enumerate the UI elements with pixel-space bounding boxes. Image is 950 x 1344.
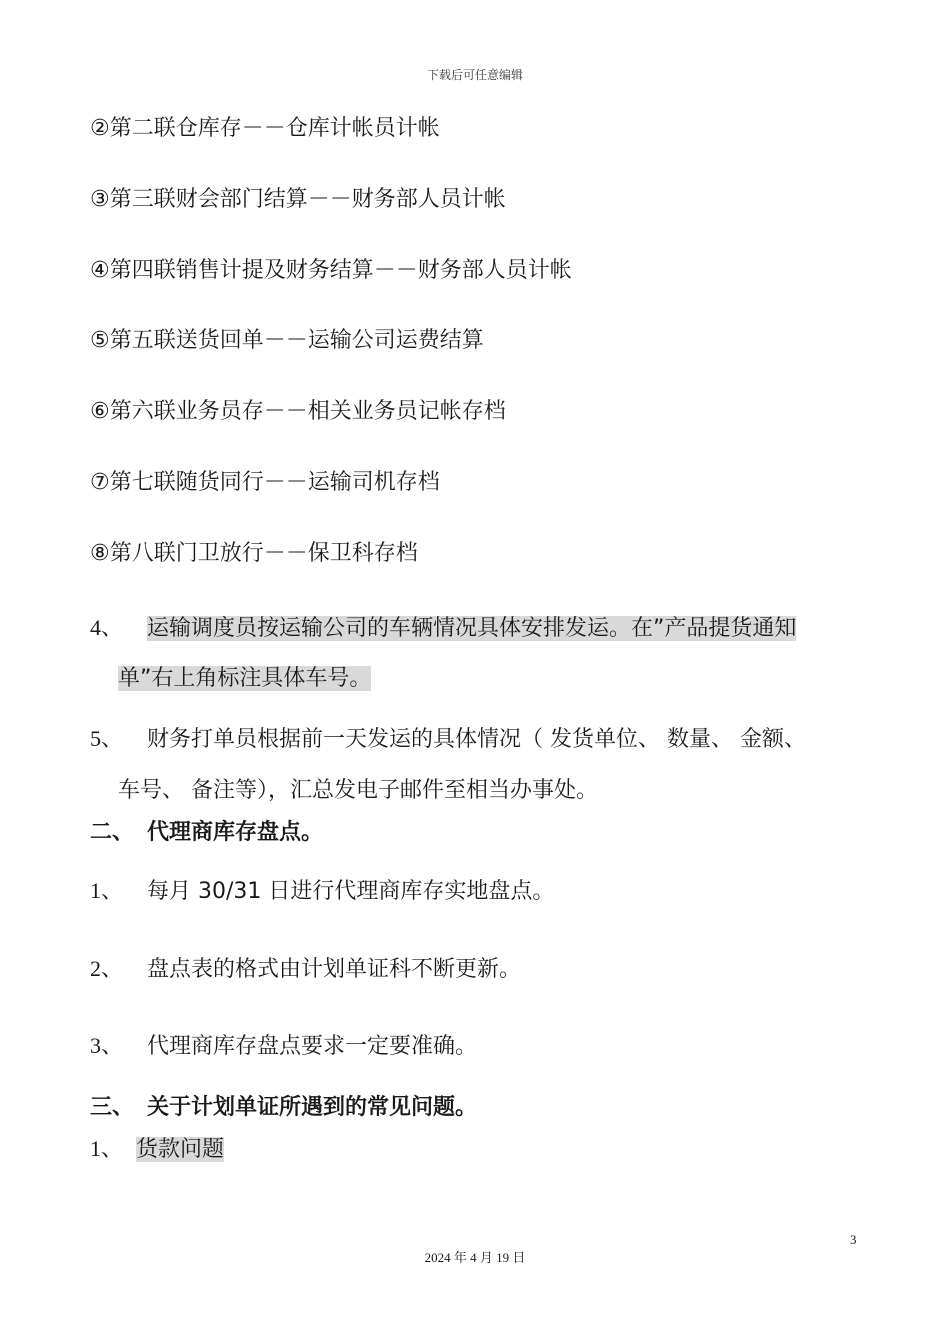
- section-2-item-3-text: 代理商库存盘点要求一定要准确。: [147, 1034, 478, 1059]
- section-2-item-2-number: 2、: [90, 956, 124, 981]
- item-5-text-line2: 车号、 备注等），汇总发电子邮件至相当办事处。: [118, 778, 598, 803]
- page-number: 3: [850, 1232, 857, 1247]
- section-2-item-2: [90, 954, 521, 985]
- item-5-text-line1: 财务打单员根据前一天发运的具体情况（ 发货单位、 数量、 金额、: [147, 727, 806, 752]
- section-3-item-1-text: 货款问题: [136, 1137, 225, 1162]
- section-2-item-2-text: 盘点表的格式由计划单证科不断更新。: [147, 957, 522, 982]
- page-header-note: 下载后可任意编辑: [426, 68, 523, 82]
- item-5: [90, 724, 806, 755]
- section-3-item-1: [90, 1134, 224, 1165]
- copy-line-3: ③第三联财会部门结算－－财务部人员计帐: [90, 187, 506, 212]
- copy-line-8: ⑧第八联门卫放行－－保卫科存档: [90, 541, 418, 566]
- section-3-title: 关于计划单证所遇到的常见问题。: [147, 1095, 478, 1120]
- item-4-text-line2: 单”右上角标注具体车号。: [118, 666, 372, 691]
- copy-line-6: ⑥第六联业务员存－－相关业务员记帐存档: [90, 399, 506, 424]
- section-3-heading: [90, 1092, 477, 1123]
- item-5-number: 5、: [90, 726, 124, 751]
- section-2-heading: [90, 817, 323, 848]
- section-2-item-1-text: 每月 30/31 日进行代理商库存实地盘点。: [147, 879, 555, 904]
- section-2-item-1: [90, 876, 554, 907]
- section-2-title: 代理商库存盘点。: [147, 820, 324, 845]
- section-2-number: 二、: [90, 819, 135, 844]
- item-4-number: 4、: [90, 615, 124, 640]
- section-2-item-3-number: 3、: [90, 1033, 124, 1058]
- item-4-continued: [118, 664, 371, 694]
- section-2-item-1-number: 1、: [90, 878, 124, 903]
- section-3-item-1-number: 1、: [90, 1136, 124, 1161]
- copy-line-2: ②第二联仓库存－－仓库计帐员计帐: [90, 116, 440, 141]
- footer-date: 2024 年 4 月 19 日: [424, 1250, 526, 1265]
- section-2-item-3: [90, 1031, 477, 1062]
- copy-line-4: ④第四联销售计提及财务结算－－财务部人员计帐: [90, 258, 572, 283]
- item-4-text-line1: 运输调度员按运输公司的车辆情况具体安排发运。在”产品提货通知: [147, 616, 797, 641]
- section-3-number: 三、: [90, 1094, 135, 1119]
- item-4: [90, 613, 796, 644]
- copy-line-5: ⑤第五联送货回单－－运输公司运费结算: [90, 328, 484, 353]
- copy-line-7: ⑦第七联随货同行－－运输司机存档: [90, 470, 440, 495]
